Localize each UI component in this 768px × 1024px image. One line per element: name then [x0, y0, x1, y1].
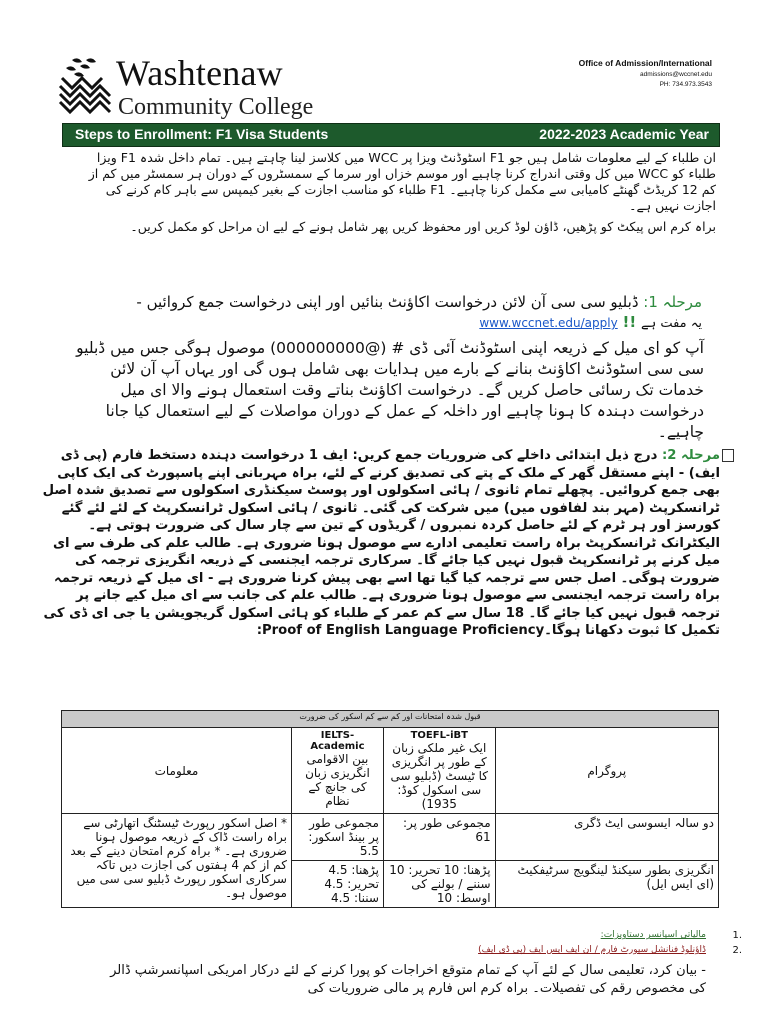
list-number: 1.: [732, 930, 742, 941]
financial-support-form-link[interactable]: ڈاؤنلوڈ فنانشل سپورٹ فارم / ان ایف ایس ایف (پی ڈی ایف): [478, 945, 706, 955]
financial-docs-list: [96, 928, 742, 958]
college-logo: [58, 53, 314, 124]
header-toefl: [383, 728, 495, 814]
financial-docs-link[interactable]: مالیاتی اسپانسر دستاویزات:: [600, 930, 706, 940]
header-ielts-ur: بین الاقوامی انگریزی زبان کی جانچ کے نظام: [305, 752, 370, 808]
header-ielts-en: IELTS-Academic: [310, 730, 365, 752]
step-2-paragraph: [40, 447, 720, 640]
document-title: Steps to Enrollment: F1 Visa Students: [75, 126, 329, 142]
table-header-row: [62, 728, 719, 814]
step-1-free-note: یہ مفت ہے: [640, 316, 702, 331]
table-row: [62, 814, 719, 861]
header-ielts: [291, 728, 383, 814]
language-test-table: [61, 710, 719, 908]
office-phone: PH: 734.973.3543: [659, 81, 712, 88]
office-name: Office of Admission/International: [578, 58, 712, 68]
header-program: پروگرام: [495, 728, 718, 814]
apply-link[interactable]: www.wccnet.edu/apply: [479, 316, 618, 330]
step-2-label: مرحلہ 2:: [661, 448, 720, 463]
step-1-heading: [62, 292, 702, 334]
header-toefl-ur: ایک غیر ملکی زبان کے طور پر انگریزی کا ٹیسٹ (ڈبلیو سی سی اسکول کوڈ: 1935): [390, 741, 489, 811]
office-email[interactable]: admissions@wccnet.edu: [640, 71, 712, 78]
cell-toefl: پڑھنا: 10 تحریر: 10 سننے / بولنے کی اوسط: 10: [383, 861, 495, 908]
cell-info: * اصل اسکور رپورٹ ٹیسٹنگ اتھارٹی سے براہ راست ڈاک کے ذریعہ موصول ہونا ضروری ہے۔ * براہ کرم امتحان دینے کے بعد کم از کم 4 ہفتوں کی اجازت دیں تاکہ سرکاری اسکور رپورٹ ڈبلیو سی سی میں موصول ہو۔: [62, 814, 292, 908]
cell-ielts: مجموعی طور پر بینڈ اسکور: 5.5: [291, 814, 383, 861]
logo-wordmark: Washtenaw: [116, 53, 283, 93]
list-item: [96, 928, 742, 943]
instructions-paragraph: براہ کرم اس پیکٹ کو پڑھیں، ڈاؤن لوڈ کریں اور محفوظ کریں پھر شامل ہونے کے لیے ان مراحل کو مکمل کریں۔: [130, 219, 716, 234]
list-number: 2.: [732, 945, 742, 956]
step-1-label: مرحلہ 1:: [643, 293, 702, 311]
list-item: [96, 943, 742, 958]
logo-emblem-icon: [58, 56, 114, 118]
cell-program: دو سالہ ایسوسی ایٹ ڈگری: [495, 814, 718, 861]
header-toefl-en: TOEFL-iBT: [410, 730, 468, 741]
table-caption: قبول شدہ امتحانات اور کم سے کم اسکور کی ضرورت: [62, 711, 719, 728]
office-contact: [579, 58, 712, 88]
step-1-exclaim: !!: [622, 313, 637, 331]
step-1-body: آپ کو ای میل کے ذریعہ اپنی اسٹوڈنٹ آئی ڈی # (@000000000) موصول ہوگی جس میں ڈبلیو سی سی اسٹوڈنٹ اکاؤنٹ بنانے کے بارے میں ہدایات بھی شامل ہوں گی اور یہاں آپ آن لائن خدمات تک رسائی حاصل کریں گے۔ درخواست اکاؤنٹ بناتے وقت استعمال ہونے والا ای میل درخواست دہندہ کا ہونا چاہیے اور داخلہ کے عمل کے دوران مواصلات کے لیے استعمال کیا جانا چاہیے۔: [76, 339, 704, 441]
header-info: معلومات: [62, 728, 292, 814]
step-2-checkbox[interactable]: [722, 449, 734, 462]
title-band: [62, 123, 720, 147]
financial-requirements-text: - بیان کرد، تعلیمی سال کے لئے آپ کے تمام متوقع اخراجات کو پورا کرنے کے لئے درکار امریکی اسپانسرشپ ڈالر کی مخصوص رقم کی تفصیلات۔ براہ کرم اس فارم پر مالی ضروریات کی: [110, 963, 706, 996]
cell-ielts: پڑھنا: 4.5 تحریر: 4.5 سننا: 4.5: [291, 861, 383, 908]
academic-year: 2022-2023 Academic Year: [539, 126, 709, 142]
intro-paragraph: ان طلباء کے لیے معلومات شامل ہیں جو F1 اسٹوڈنٹ ویزا پر WCC میں کلاسز لینا چاہتے ہیں۔ تمام داخل شدہ F1 ویزا طلباء کو WCC میں کل وقتی اندراج کرنا چاہیے اور موسم خزاں اور سرما کے سمسٹروں کے دوران ہر سمسٹر میں کم از کم 12 کریڈٹ گھنٹے کامیابی سے مکمل کرنا چاہیے۔ F1 طلباء کو مناسب اجازت کے بغیر کیمپس سے باہر کام کرنے کی اجازت نہیں ہے۔: [88, 150, 716, 213]
step-2-text: درج ذیل ابتدائی داخلے کی ضروریات جمع کریں: ایف 1 درخواست دہندہ دستخط فارم (پی ڈی ایف) - اپنے مستقل گھر کے ملک کے پتے کی تصدیق کرنے کے لئے، براہ مہربانی اپنے پاسپورٹ کی ایک کاپی بھی جمع کروائیں۔ پچھلے تمام ثانوی / ہائی اسکولوں اور پوسٹ سیکنڈری اسکولوں سے تصدیق شدہ اصل ٹرانسکرپٹ (مہر بند لفافوں میں) میں شرکت کی گئی۔ ثانوی / ہائی اسکول ٹرانسکرپٹ کے لئے لئے گئے کورسز اور ہر ٹرم کے لئے حاصل کردہ نمبروں / گریڈوں کے تین سے چار سال کی ضرورت ہوتی ہے۔ الیکٹرانک ٹرانسکرپٹ براہ راست تعلیمی ادارے سے موصول ہونا ضروری ہے۔ طالب علم کی طرف سے ای میل کرنے پر ٹرانسکرپٹ قبول نہیں کیا جائے گا۔ سرکاری ترجمہ ایجنسی کے ذریعہ انگریزی ترجمہ کی ضرورت ہوگی۔ اصل جس سے ترجمہ کیا گیا تھا اسے بھی پیش کرنا ضروری ہے - ای میل کے ذریعہ ترجمہ براہ راست ترجمہ ایجنسی سے موصول ہونا ضروری ہے۔ طالب علم کی جانب سے ای میل کیے جانے پر ترجمہ قبول نہیں کیا جائے گا۔ 18 سال سے کم عمر کے طلباء کو ہائی اسکول گریجویشن یا جی ای ڈی کی تکمیل کا ثبوت دکھانا ہوگا۔Proof of English Language Proficiency:: [42, 448, 720, 638]
cell-program: انگریزی بطور سیکنڈ لینگویج سرٹیفکیٹ (ای ایس ایل): [495, 861, 718, 908]
cell-toefl: مجموعی طور پر: 61: [383, 814, 495, 861]
logo-subtitle: Community College: [118, 94, 314, 120]
step-1-text: ڈبلیو سی سی آن لائن درخواست اکاؤنٹ بنائیں اور اپنی درخواست جمع کروائیں -: [136, 293, 639, 311]
